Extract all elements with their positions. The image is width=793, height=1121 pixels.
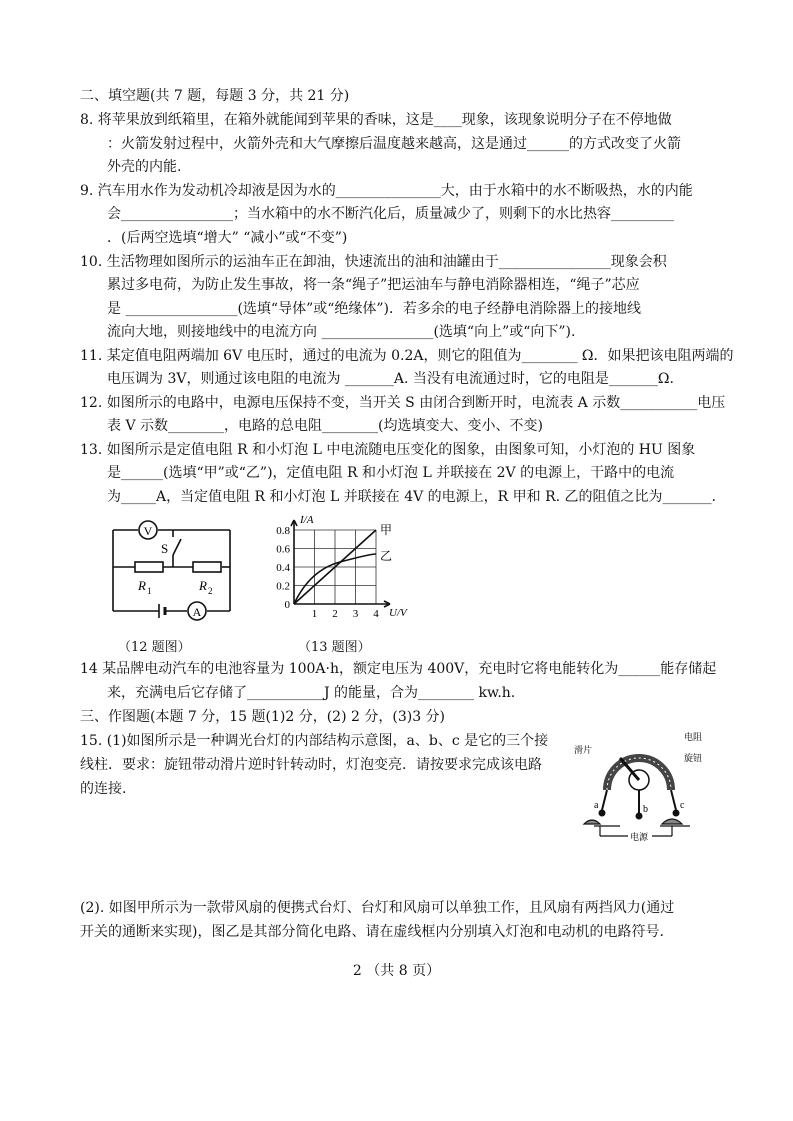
series-yi-label: 乙 [380,549,393,563]
q15-1-line-1: 15. (1)如图所示是一种调光台灯的内部结构示意图，a、b、c 是它的三个接 [80,733,549,749]
q14-line-2: 来，充满电后它存储了___________J 的能量，合为________ kw.h. [107,685,516,701]
r2-label: R [199,578,207,593]
q10-line-1: 10. 生活物理如图所示的运油车正在卸油，快速流出的油和油罐由于________________现象会积 [80,254,667,270]
q15-2-line-2: 开关的通断来实现)，图乙是其部分简化电路、请在虚线框内分别填入灯泡和电动机的电路符号. [80,924,664,940]
terminal-b-label: b [643,804,648,815]
q12-line-2: 表 V 示数________，电路的总电阻________(均选填变大、变小、不变) [107,418,543,434]
y-tick-label: 0.6 [276,543,290,556]
ammeter-label: A [192,605,202,619]
q9-line-3: ．(后两空选填“增大” “减小”或“不变”) [107,230,348,246]
q11-line-1: 11. 某定值电阻两端加 6V 电压时，通过的电流为 0.2A，则它的阻值为________ Ω．如果把该电阻两端的 [80,348,734,364]
page-footer: 2 （共 8 页） [352,963,441,979]
fig15-dimmer-diagram [572,728,717,843]
q8-line-3: 外壳的内能. [107,159,182,175]
resistor-label: 电阻 [684,732,703,742]
r1-subscript: 1 [147,586,152,596]
knob-label: 旋钮 [684,753,703,763]
y-axis-label: I/A [300,514,314,526]
x-tick-label: 3 [352,608,359,620]
q13-line-3: 为_____A，当定值电阻 R 和小灯泡 L 并联接在 4V 的电源上，R 甲和 R. 乙的阻值之比为_______. [107,489,716,505]
r2-subscript: 2 [208,586,213,596]
q8-line-2: ：火箭发射过程中，火箭外壳和大气摩擦后温度越来越高，这是通过______的方式改变了火箭 [107,136,681,152]
q15-2-line-1: (2). 如图甲所示为一款带风扇的便携式台灯、台灯和风扇可以单独工作，且风扇有两挡风力(通过 [80,900,675,916]
fig13-iu-graph [270,512,420,627]
section-3-title: 三、作图题(本题 7 分，15 题(1)2 分，(2) 2 分，(3)3 分) [80,709,446,725]
q13-line-1: 13. 如图所示是定值电阻 R 和小灯泡 L 中电流随电压变化的图象，由图象可知，小灯泡的 HU 图象 [80,442,696,458]
q12-line-1: 12. 如图所示的电路中，电源电压保持不变，当开关 S 由闭合到断开时，电流表 A 示数___________电压 [80,395,726,411]
q13-line-2: 是______(选填“甲”或“乙”)，定值电阻 R 和小灯泡 L 并联接在 2V 的电源上，干路中的电流 [107,465,675,481]
x-tick-label: 2 [332,608,338,620]
r1-label: R [138,578,146,593]
section-2-title: 二、填空题(共 7 题，每题 3 分，共 21 分) [80,88,350,104]
q9-line-2: 会________________；当水箱中的水不断汽化后，质量减少了，则剩下的水比热容_________ [107,206,674,222]
q9-line-1: 9. 汽车用水作为发动机冷却液是因为水的_______________大，由于水箱中的水不断吸热，水的内能 [80,183,693,199]
voltmeter-label: V [143,524,153,538]
fig13-caption: （13 题图） [298,640,371,655]
terminal-a-label: a [594,800,599,811]
x-tick-label: 1 [311,608,318,620]
q15-1-line-2: 线柱．要求：旋钮带动滑片逆时针转动时，灯泡变亮．请按要求完成该电路 [80,757,542,773]
q15-1-line-3: 的连接. [80,781,127,797]
terminal-c-label: c [680,800,685,811]
x-tick-label: 4 [373,608,379,620]
power-source-label: 电源 [630,832,649,842]
fig12-caption: （12 题图） [118,640,191,655]
y-tick-label: 0.4 [276,562,290,574]
q10-line-2: 累过多电荷，为防止发生事故，将一条“绳子”把运油车与静电消除器相连，“绳子”芯应 [107,277,640,293]
q14-line-1: 14 某品牌电动汽车的电池容量为 100A·h，额定电压为 400V，充电时它将电能转化为______能存储起 [80,661,717,677]
y-tick-label: 0.8 [276,525,290,537]
switch-label: S [161,541,169,556]
q8-line-1: 8. 将苹果放到纸箱里，在箱外就能闻到苹果的香味，这是____现象，该现象说明分子在不停地做 [80,112,672,128]
series-jia-label: 甲 [380,523,393,537]
slider-label: 滑片 [574,745,593,755]
q11-line-2: 电压调为 3V，则通过该电阻的电流为 _______A. 当没有电流通过时，它的电阻是_______Ω. [107,371,674,387]
resistor-arc [607,758,671,790]
q10-line-4: 流向大地，则接地线中的电流方向 ________________(选填“向上”或“向下”). [107,324,576,340]
fig12-circuit-diagram [105,515,240,625]
q10-line-3: 是 ________________(选填“导体”或“绝缘体”)．若多余的电子经静电消除器上的接地线 [107,301,642,317]
bulb-icon [584,820,600,824]
y-tick-label: 0 [284,599,290,611]
y-tick-label: 0.2 [276,580,290,593]
x-axis-label: U/V [389,607,407,619]
